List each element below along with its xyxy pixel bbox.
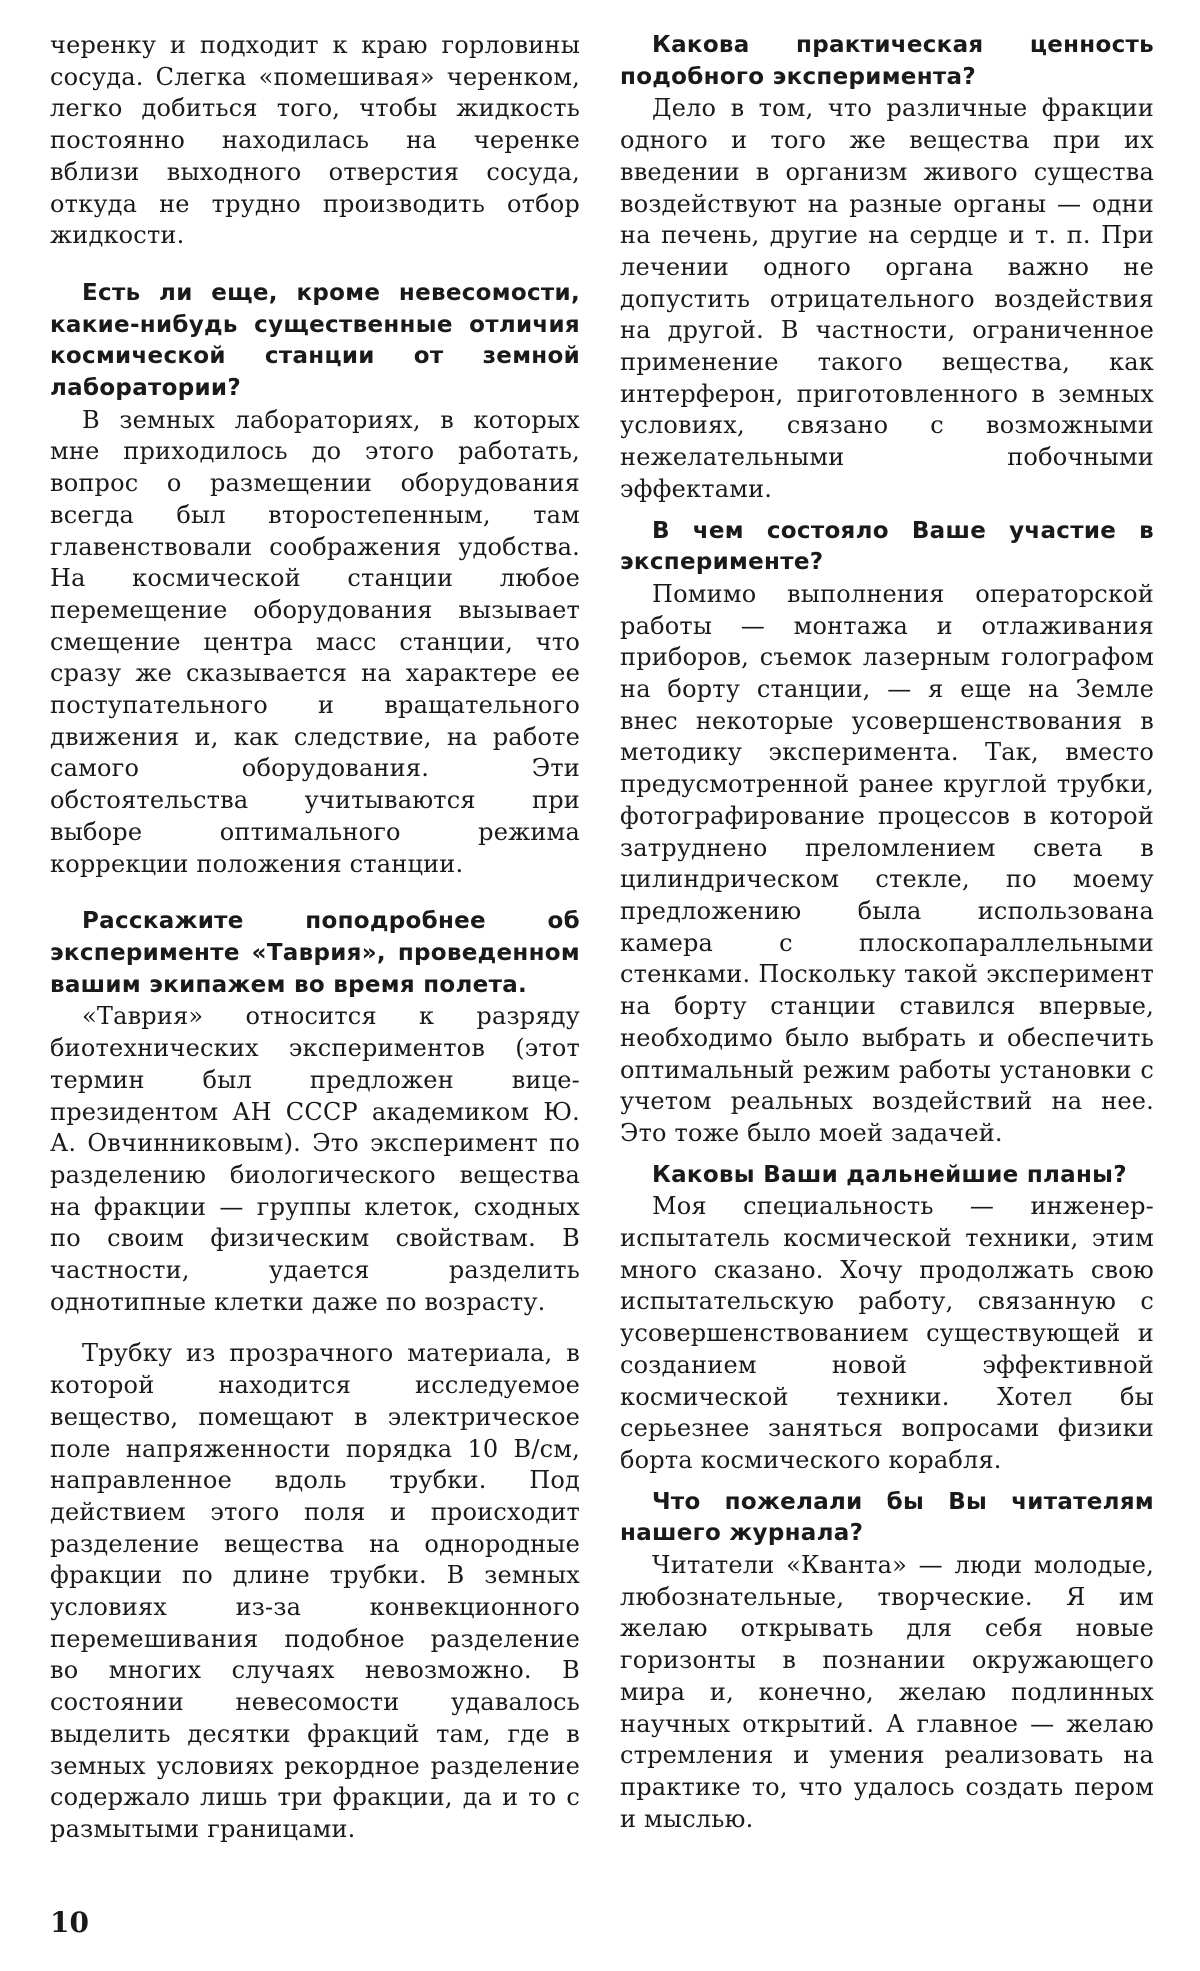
answer-paragraph: В земных лабораториях, в которых мне приходилось до этого работать, вопрос о размещении оборудования всегда был второстепенным, там главенствовали соображения удобства. На космической станции любое перемещение оборудования вызывает смещение центра масс станции, что сразу же сказывается на характере ее поступательного и вращательного движения и, как следствие, на работе самого оборудования. Эти обстоятельства учитываются при выборе оптимального режима коррекции положения станции. xyxy=(50,405,580,878)
answer-paragraph: Помимо выполнения операторской работы — монтажа и отлаживания приборов, съемок лазерным голографом на борту станции, — я еще на Земле внес некоторые усовершенствования в методику эксперимента. Так, вместо предусмотренной ранее круглой трубки, фотографирование процессов в которой затруднено преломлением света в цилиндрическом стекле, по моему предложению была использована камера с плоскопараллельными стенками. Поскольку такой эксперимент на борту станции ставился впервые, необходимо было выбрать и обеспечить оптимальный режим работы установки с учетом реальных воздействий на нее. Это тоже было моей задачей. xyxy=(620,579,1154,1147)
answer-paragraph: «Таврия» относится к разряду биотехнических экспериментов (этот термин был предложен вице-президентом АН СССР академиком Ю. А. Овчинниковым). Это эксперимент по разделению биологического вещества на фракции — группы клеток, сходных по своим физическим свойствам. В частности, удается разделить однотипные клетки даже по возрасту. xyxy=(50,1002,580,1316)
question-heading: Что пожелали бы Вы читателям нашего журнала? xyxy=(620,1488,1154,1547)
spacer xyxy=(50,1318,580,1338)
question-heading: Какова практическая ценность подобного эксперимента? xyxy=(620,32,1154,90)
answer-paragraph: Дело в том, что различные фракции одного и того же вещества при их введении в организм живого существа воздействуют на разные органы — одни на печень, другие на сердце и т. п. При лечении одного органа важно не допустить отрицательного воздействия на другой. В частности, ограниченное применение такого вещества, как интерферон, приготовленного в земных условиях, связано с возможными нежелательными побочными эффектами. xyxy=(620,94,1154,503)
question-heading: Есть ли еще, кроме невесомости, какие-нибудь существенные отличия космической станции от земной лаборатории? xyxy=(50,279,580,402)
left-column xyxy=(50,30,580,1846)
right-column xyxy=(620,30,1154,1835)
question-heading: Расскажите поподробнее об эксперименте «Таврия», проведенном вашим экипажем во время полета. xyxy=(50,908,580,998)
spacer xyxy=(620,1477,1154,1487)
spacer xyxy=(50,252,580,278)
paragraph-continued: черенку и подходит к краю горловины сосуда. Слегка «помешивая» черенком, легко добиться того, чтобы жидкость постоянно находилась на черенке вблизи выходного отверстия сосуда, откуда не трудно производить отбор жидкости. xyxy=(50,31,580,250)
answer-paragraph: Читатели «Кванта» — люди молодые, любознательные, творческие. Я им желаю открывать для себя новые горизонты в познании окружающего мира и, конечно, желаю подлинных научных открытий. А главное — желаю стремления и умения реализовать на практике то, что удалось создать пером и мыслью. xyxy=(620,1551,1154,1833)
question-heading: В чем состояло Ваше участие в эксперименте? xyxy=(620,517,1154,576)
spacer xyxy=(50,880,580,906)
answer-paragraph: Моя специальность — инженер-испытатель космической техники, этим много сказано. Хочу продолжать свою испытательскую работу, связанную с усовершенствованием существующей и созданием новой эффективной космической техники. Хотел бы серьезнее заняться вопросами физики борта космического корабля. xyxy=(620,1192,1154,1474)
page-number: 10 xyxy=(50,1906,89,1939)
answer-paragraph: Трубку из прозрачного материала, в которой находится исследуемое вещество, помещают в электрическое поле напряженности порядка 10 В/см, направленное вдоль трубки. Под действием этого поля и происходит разделение вещества на однородные фракции по длине трубки. В земных условиях из-за конвекционного перемешивания подобное разделение во многих случаях невозможно. В состоянии невесомости удавалось выделить десятки фракций там, где в земных условиях рекордное разделение содержало лишь три фракции, да и то с размытыми границами. xyxy=(50,1339,580,1843)
question-heading: Каковы Ваши дальнейшие планы? xyxy=(652,1161,1127,1188)
spacer xyxy=(620,506,1154,516)
spacer xyxy=(620,1150,1154,1160)
